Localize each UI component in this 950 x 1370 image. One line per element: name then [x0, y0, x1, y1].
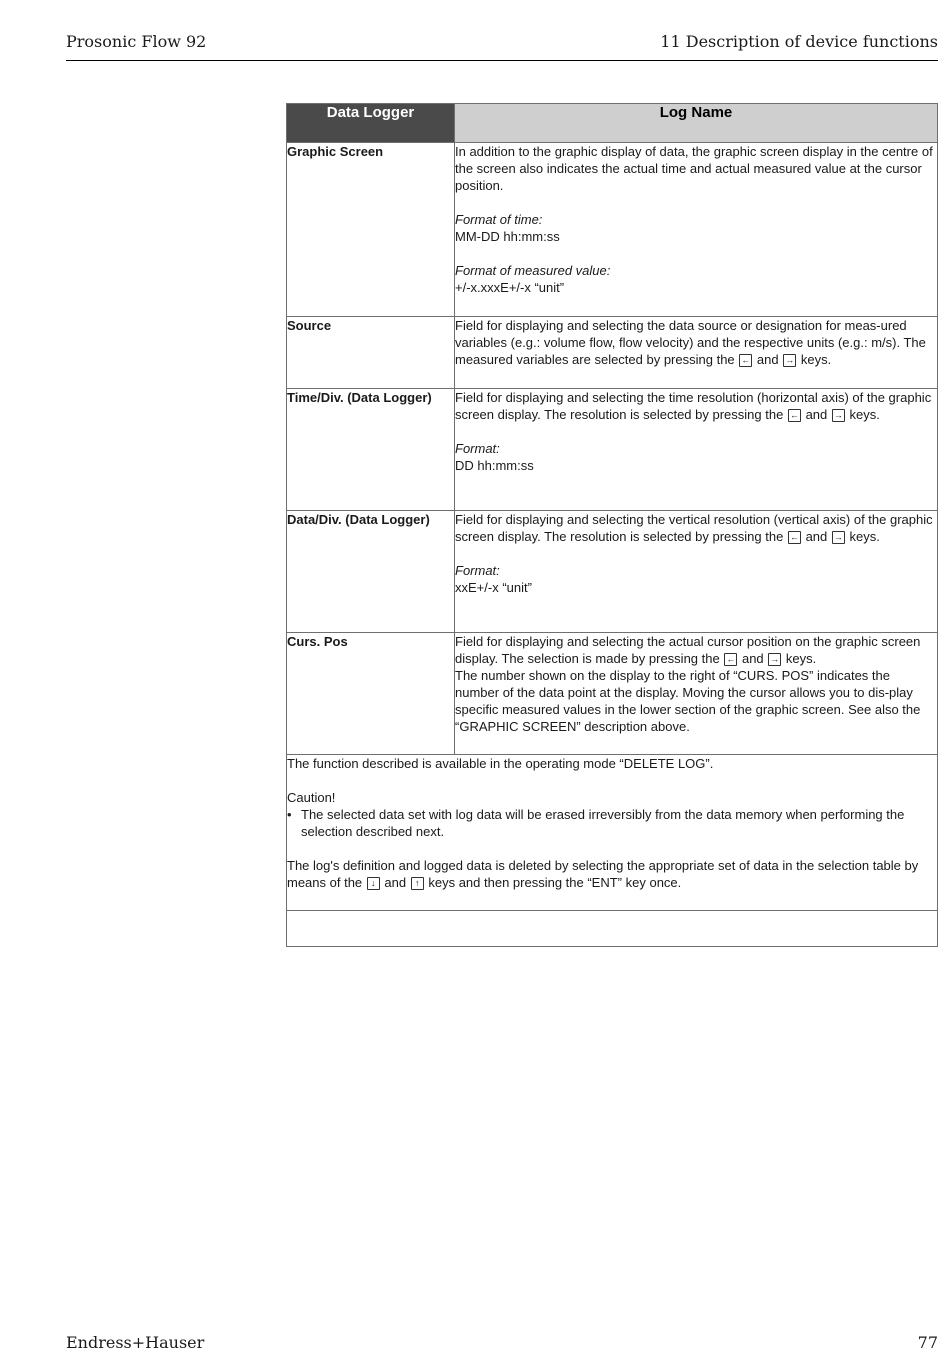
bullet-icon: •	[287, 807, 292, 822]
row-name-time-div: Time/Div. (Data Logger)	[287, 389, 455, 511]
note-text: keys and then pressing the “ENT” key once.	[428, 875, 682, 890]
desc-text: and	[741, 651, 764, 666]
header-cell-function: Log Name	[455, 104, 938, 143]
note-text: The log's definition and logged data is deleted by selecting the appropriate set of data in the selection table by means of the	[287, 858, 919, 890]
row-name-source: Source	[287, 317, 455, 389]
left-arrow-key-icon: ←	[789, 532, 799, 542]
row-desc-time-div	[455, 389, 938, 511]
table-row	[287, 317, 938, 389]
desc-text: Field for displaying and selecting the actual cursor position on the graphic screen display. The selection is made by pressing the	[455, 634, 921, 666]
desc-text: In addition to the graphic display of data, the graphic screen display in the centre of the screen also indicates the actual time and actual measured value at the cursor position.	[455, 144, 933, 193]
empty-cell	[287, 911, 938, 947]
note-text: The function described is available in the operating mode “DELETE LOG”.	[287, 756, 714, 771]
header-product-name: Prosonic Flow 92	[66, 32, 207, 51]
desc-text: and	[805, 407, 828, 422]
bullet-text: The selected data set with log data will be erased irreversibly from the data memory when performing the selection described next.	[301, 807, 905, 839]
footer-brand: Endress+Hauser	[66, 1333, 205, 1352]
right-arrow-key-icon: →	[833, 532, 843, 542]
row-desc-data-div	[455, 511, 938, 633]
table-row	[287, 389, 938, 511]
row-desc-graphic-screen	[455, 143, 938, 317]
table-header-row	[287, 104, 938, 143]
desc-text: and	[805, 529, 828, 544]
desc-text: keys.	[800, 352, 832, 367]
left-arrow-key-icon: ←	[726, 654, 736, 664]
left-arrow-key-icon: ←	[741, 355, 751, 365]
desc-text: Field for displaying and selecting the time resolution (horizontal axis) of the graphic screen display. The resolution is selected by pressing the	[455, 390, 932, 422]
row-name-curs-pos: Curs. Pos	[287, 633, 455, 755]
desc-text: keys.	[849, 529, 880, 544]
up-arrow-key-icon: ↑	[411, 877, 424, 890]
table-note-row	[287, 755, 938, 911]
header-cell-group: Data Logger	[287, 104, 455, 143]
format-label: Format:	[455, 563, 500, 578]
format-label: Format:	[455, 441, 500, 456]
desc-text: Field for displaying and selecting the vertical resolution (vertical axis) of the graphic screen display. The resolution is selected by pressing the	[455, 512, 933, 544]
desc-text: and	[756, 352, 779, 367]
row-desc-source	[455, 317, 938, 389]
right-arrow-key-icon: →	[833, 410, 843, 420]
right-arrow-key-icon: →	[785, 355, 795, 365]
desc-text: Field for displaying and selecting the data source or designation for meas-ured variables (e.g.: volume flow, flow velocity) and the respective units (e.g.: m/s). The measured variables are selected by pressing the	[455, 318, 926, 367]
header-section-title: 11 Description of device functions	[660, 32, 938, 51]
page-number: 77	[917, 1333, 938, 1352]
format-label: Format of measured value:	[455, 263, 611, 278]
down-arrow-key-icon: ↓	[367, 877, 380, 890]
table-row	[287, 511, 938, 633]
caution-bullet	[287, 806, 937, 840]
format-label: Format of time:	[455, 212, 543, 227]
left-arrow-key-icon: ←	[789, 410, 799, 420]
row-name-data-div: Data/Div. (Data Logger)	[287, 511, 455, 633]
empty-row	[287, 911, 938, 947]
function-table	[286, 103, 938, 947]
table-row	[287, 143, 938, 317]
note-text: and	[384, 875, 407, 890]
row-desc-curs-pos	[455, 633, 938, 755]
desc-text: keys.	[785, 651, 817, 666]
format-value: DD hh:mm:ss	[455, 458, 534, 473]
row-name-graphic-screen: Graphic Screen	[287, 143, 455, 317]
page-header	[66, 30, 938, 61]
desc-text: The number shown on the display to the right of “CURS. POS” indicates the number of the data point at the display. Moving the cursor allows you to dis-play specific measured values in the lower section of the graphic screen. See also the “GRAPHIC SCREEN” description above.	[455, 668, 921, 734]
right-arrow-key-icon: →	[770, 654, 780, 664]
format-value: MM-DD hh:mm:ss	[455, 229, 560, 244]
format-value: xxE+/-x “unit”	[455, 580, 532, 595]
desc-text: keys.	[849, 407, 880, 422]
caution-label: Caution!	[287, 790, 336, 805]
delete-log-note	[287, 755, 938, 911]
format-value: +/-x.xxxE+/-x “unit”	[455, 280, 565, 295]
table-row	[287, 633, 938, 755]
